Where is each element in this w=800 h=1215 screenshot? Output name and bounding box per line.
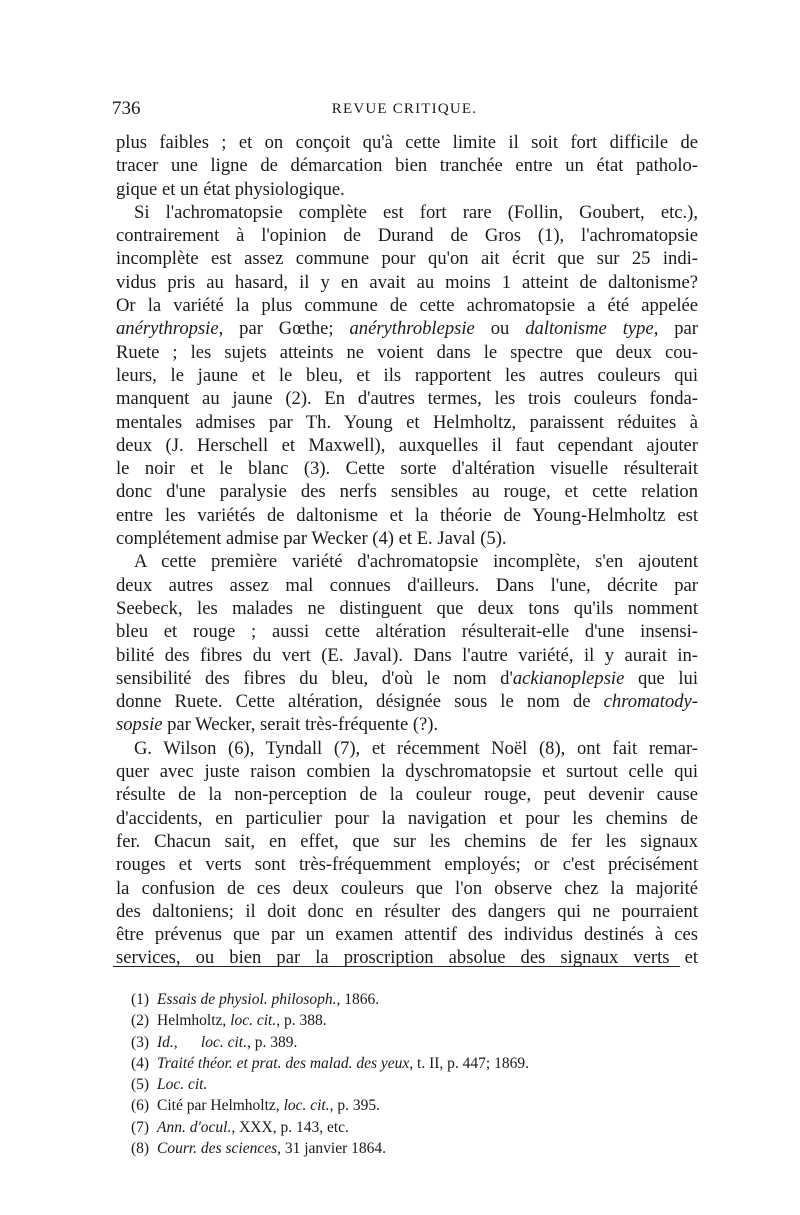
text-line: des daltoniens; il doit donc en résulter des dangers qui ne pourraient [116, 900, 698, 922]
text-line: Si l'achromatopsie complète est fort rare (Follin, Goubert, etc.), [134, 201, 698, 223]
text-line: d'accidents, en particulier pour la navigation et pour les chemins de [116, 807, 698, 829]
text-line: leurs, le jaune et le bleu, et ils rapportent les autres couleurs qui [116, 364, 698, 386]
footnote [131, 1053, 691, 1074]
text-line: entre les variétés de daltonisme et la théorie de Young-Helmholtz est [116, 504, 698, 526]
text-line: le noir et le blanc (3). Cette sorte d'altération visuelle résulterait [116, 458, 698, 480]
footnote-text: , [173, 1033, 201, 1051]
footnote-number: (3) [131, 1033, 150, 1051]
text-line: être prévenus que par un examen attentif des individus destinés à ces [116, 924, 698, 946]
text-line: bilité des fibres du vert (E. Javal). Dans l'autre variété, il y aurait in- [116, 644, 698, 666]
text-line: A cette première variété d'achromatopsie incomplète, s'en ajoutent [134, 551, 698, 573]
footnote-number: (8) [131, 1140, 150, 1158]
text-line: tracer une ligne de démarcation bien tranchée entre un état patholo- [116, 155, 698, 177]
footnote-number: (4) [131, 1054, 150, 1072]
text-line [116, 713, 698, 736]
footnote [131, 1095, 691, 1116]
footnote-text: , p. 389. [246, 1033, 298, 1051]
text-line: Or la variété la plus commune de cette achromatopsie a été appelée [116, 295, 698, 317]
text-line: contrairement à l'opinion de Durand de Gros (1), l'achromatopsie [116, 225, 698, 247]
footnote-text: , p. 388. [276, 1012, 327, 1030]
footnote-number: (2) [131, 1012, 150, 1030]
body-text [116, 131, 698, 970]
footnote-number: (1) [131, 991, 150, 1008]
footnote-text: Cité par Helmholtz, [157, 1097, 284, 1115]
text-line: Ruete ; les sujets atteints ne voient dans le spectre que deux cou- [116, 341, 698, 363]
italic-term: anérythropsie [116, 318, 219, 340]
text-line [116, 667, 698, 690]
footnote-citation-title: loc. cit. [200, 1033, 247, 1051]
text-line: services, ou bien par la proscription absolue des signaux verts et [116, 947, 698, 969]
page-header [112, 98, 697, 124]
text-run: que lui [624, 667, 699, 689]
footnote-text: , p. 395. [329, 1097, 380, 1115]
text-run: sensibilité des fibres du bleu, d'où le nom d' [116, 667, 513, 689]
footnote [131, 1117, 691, 1138]
running-title: REVUE CRITIQUE. [331, 101, 478, 117]
text-line: G. Wilson (6), Tyndall (7), et récemment Noël (8), ont fait remar- [134, 737, 698, 759]
footnote-number: (7) [131, 1118, 150, 1136]
text-line: manquent au jaune (2). En d'autres termes, les trois couleurs fonda- [116, 388, 698, 410]
italic-term: sopsie [116, 714, 163, 736]
text-line: fer. Chacun sait, en effet, que sur les chemins de fer les signaux [116, 830, 698, 852]
footnotes [131, 989, 691, 1159]
text-line: rouges et verts sont très-fréquemment employés; or c'est précisément [116, 854, 698, 876]
footnote-text: , t. II, p. 447; 1869. [409, 1054, 529, 1072]
footnote-number: (6) [131, 1097, 150, 1115]
italic-term: chromatody- [603, 691, 698, 713]
text-line [116, 317, 698, 340]
text-line: résulte de la non-perception de la couleur rouge, peut devenir cause [116, 784, 698, 806]
footnote-citation-title: loc. cit. [283, 1097, 330, 1115]
footnote [131, 1010, 691, 1031]
text-line: complétement admise par Wecker (4) et E. Javal (5). [116, 528, 507, 550]
page-number: 736 [112, 98, 141, 119]
footnote-citation-title: loc. cit. [230, 1012, 277, 1030]
footnote-text: , 31 janvier 1864. [277, 1140, 387, 1158]
footnote-citation-title: Courr. des sciences [157, 1140, 278, 1158]
text-line: donc d'une paralysie des nerfs sensibles au rouge, et cette relation [116, 481, 698, 503]
footnote-citation-title: Essais de physiol. philosoph. [157, 991, 337, 1008]
footnote-text: , 1866. [336, 991, 380, 1008]
text-line: Seebeck, les malades ne distinguent que deux tons qu'ils nomment [116, 597, 698, 619]
text-line: quer avec juste raison combien la dyschromatopsie et surtout celle qui [116, 761, 698, 783]
footnote [131, 1074, 691, 1095]
footnote-citation-title: Ann. d'ocul. [157, 1118, 232, 1136]
text-run: ou [474, 318, 526, 340]
text-line: gique et un état physiologique. [116, 178, 345, 200]
footnote-text: , XXX, p. 143, etc. [231, 1118, 349, 1136]
text-line: bleu et rouge ; aussi cette altération résulterait-elle d'une insensi- [116, 621, 698, 643]
footnote-citation-title: Loc. cit. [157, 1076, 208, 1094]
text-run: donne Ruete. Cette altération, désignée sous le nom de [116, 691, 604, 713]
footnote-number: (5) [131, 1076, 150, 1094]
text-line: mentales admises par Th. Young et Helmholtz, paraissent réduites à [116, 411, 698, 433]
text-line [116, 690, 698, 713]
text-run: par Wecker, serait très-fréquente (?). [162, 714, 439, 736]
text-run: , par [653, 318, 698, 340]
footnote [131, 1138, 691, 1159]
text-line: la confusion de ces deux couleurs que l'on observe chez la majorité [116, 877, 698, 899]
footnote-citation-title: Traité théor. et prat. des malad. des yeux [157, 1054, 410, 1072]
italic-term: anérythroblepsie [349, 318, 475, 340]
text-line: deux (J. Herschell et Maxwell), auxquelles il faut cependant ajouter [116, 434, 698, 456]
footnote-citation-title: Id. [157, 1033, 174, 1051]
text-line: plus faibles ; et on conçoit qu'à cette limite il soit fort difficile de [116, 132, 698, 153]
text-line: incomplète est assez commune pour qu'on ait écrit que sur 25 indi- [116, 248, 698, 270]
footnote [131, 989, 691, 1010]
footnote [131, 1032, 691, 1053]
italic-term: ackianoplepsie [512, 667, 625, 689]
text-line: vidus pris au hasard, il y en avait au moins 1 atteint de daltonisme? [116, 271, 698, 293]
text-line: deux autres assez mal connues d'ailleurs. Dans l'une, décrite par [116, 574, 698, 596]
italic-term: daltonisme type [525, 318, 654, 340]
footnote-text: Helmholtz, [157, 1012, 231, 1030]
text-run: , par Gœthe; [218, 318, 350, 340]
footnote-rule [113, 966, 680, 967]
